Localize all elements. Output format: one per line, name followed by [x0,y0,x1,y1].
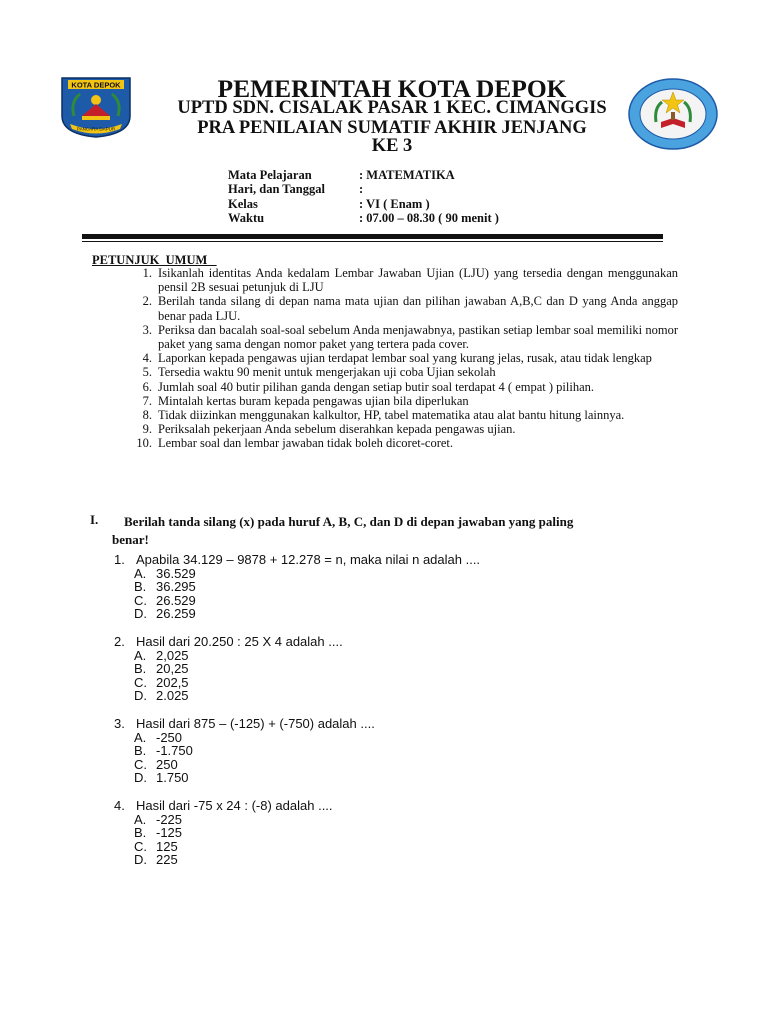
list-item [134,365,678,379]
svg-text:KOTA DEPOK: KOTA DEPOK [71,80,121,90]
option-text: 202,5 [156,674,189,690]
list-item [134,380,678,394]
list-text: Periksalah pekerjaan Anda sebelum diserahkan kepada pengawas ujian. [158,422,516,437]
option-b[interactable] [134,826,674,840]
list-item [134,408,678,422]
list-text: Mintalah kertas buram kepada pengawas ujian bila diperlukan [158,393,469,408]
question-number: 3. [114,715,125,731]
option-letter: B. [134,825,147,841]
info-value: : 07.00 – 08.30 ( 90 menit ) [359,210,499,225]
exam-info [228,168,499,225]
instructions-title: PETUNJUK UMUM [92,253,217,267]
option-a[interactable] [134,731,674,745]
option-a[interactable] [134,813,674,827]
list-item [134,266,678,294]
section-number: I. [90,512,99,527]
option-text: -225 [156,811,183,827]
list-number: 3. [142,322,152,337]
option-letter: A. [134,565,147,581]
option-b[interactable] [134,662,674,676]
list-number: 5. [142,365,152,380]
option-letter: C. [134,756,147,772]
question-3 [114,717,674,785]
list-text: Jumlah soal 40 butir pilihan ganda dengan setiap butir soal terdapat 4 ( empat ) pilihan. [158,379,594,394]
option-text: 26.529 [156,592,196,608]
question-1 [114,553,674,621]
list-item [134,294,678,322]
list-number: 8. [142,408,152,423]
header-title: PEMERINTAH KOTA DEPOK [217,74,567,103]
option-text: 125 [156,838,178,854]
question-list [114,553,674,881]
question-text: Apabila 34.129 – 9878 + 12.278 = n, maka nilai n adalah .... [136,552,481,567]
question-number: 1. [114,552,125,567]
info-label: Waktu [228,210,265,225]
instructions-list [134,266,678,451]
option-c[interactable] [134,840,674,854]
info-label: Hari, dan Tanggal [228,182,325,197]
list-text: Berilah tanda silang di depan nama mata ujian dan pilihan jawaban A,B,C dan D yang Anda anggap benar pada LJU. [158,294,678,323]
info-row-date [228,182,499,196]
info-row-time [228,211,499,225]
option-letter: D. [134,688,147,704]
option-text: 2,025 [156,647,189,663]
option-b[interactable] [134,744,674,758]
option-text: 20,25 [156,661,189,677]
option-c[interactable] [134,594,674,608]
question-text: Hasil dari 20.250 : 25 X 4 adalah .... [136,633,343,649]
question-text: Hasil dari 875 – (-125) + (-750) adalah .... [136,715,375,731]
list-text: Lembar soal dan lembar jawaban tidak boleh dicoret-coret. [158,436,454,451]
list-text: Periksa dan bacalah soal-soal sebelum Anda menjawabnya, pastikan setiap lembar soal memiliki nomor paket yang sama dengan nomor paket yang tertera pada cover. [158,322,678,352]
question-2 [114,635,674,703]
list-number: 2. [142,294,152,309]
option-text: 1.750 [156,770,189,786]
list-text: Tersedia waktu 90 menit untuk mengerjakan uji coba Ujian sekolah [158,365,496,380]
option-c[interactable] [134,758,674,772]
info-row-class [228,197,499,211]
option-text: -1.750 [156,743,193,759]
info-label: Kelas [228,196,258,211]
list-number: 4. [142,351,152,366]
option-text: -250 [156,729,183,745]
option-a[interactable] [134,649,674,663]
option-letter: D. [134,606,147,622]
option-text: 26.259 [156,606,196,622]
list-number: 10. [136,436,152,451]
option-letter: B. [134,661,147,677]
list-item [134,323,678,351]
list-text: Laporkan kepada pengawas ujian terdapat lembar soal yang kurang jelas, rusak, atau tidak lengkap [158,351,652,366]
info-value: : VI ( Enam ) [359,196,430,211]
divider-thick [82,234,663,239]
option-text: 2.025 [156,688,189,704]
option-letter: B. [134,743,147,759]
option-text: -125 [156,825,183,841]
question-number: 4. [114,797,125,813]
list-number: 7. [142,393,152,408]
option-text: 36.529 [156,565,196,581]
header-round: KE 3 [371,136,413,156]
option-letter: C. [134,838,147,854]
list-number: 6. [142,379,152,394]
list-text: Tidak diizinkan menggunakan kalkultor, HP, tabel matematika atau alat bantu hitung lainnya. [158,408,625,423]
option-letter: D. [134,852,147,868]
divider-thin [82,241,663,242]
list-text: Isikanlah identitas Anda kedalam Lembar Jawaban Ujian (LJU) yang tersedia dengan menggunakan pensil 2B sesuai petunjuk di LJU [158,266,678,295]
info-label: Mata Pelajaran [228,168,312,182]
option-d[interactable] [134,689,674,703]
option-letter: A. [134,729,147,745]
option-letter: C. [134,592,147,608]
info-value: : MATEMATIKA [359,168,455,182]
option-d[interactable] [134,771,674,785]
option-d[interactable] [134,853,674,867]
option-letter: A. [134,811,147,827]
option-text: 225 [156,852,178,868]
svg-text:PANCARA DAPUR: PANCARA DAPUR [76,126,116,132]
option-letter: B. [134,579,147,595]
question-4 [114,799,674,867]
section-instruction-cont: benar! [112,532,149,547]
option-letter: D. [134,770,147,786]
list-item [134,422,678,436]
header-school: UPTD SDN. CISALAK PASAR 1 KEC. CIMANGGIS [177,98,607,118]
list-number: 1. [142,266,152,280]
question-number: 2. [114,633,125,649]
list-item [134,351,678,365]
option-letter: C. [134,674,147,690]
list-number: 9. [142,422,152,437]
question-text: Hasil dari -75 x 24 : (-8) adalah .... [136,797,333,813]
info-value: : [359,182,364,197]
section-instruction: Berilah tanda silang (x) pada huruf A, B, C, dan D di depan jawaban yang paling [124,514,574,529]
list-item [134,436,678,450]
option-a[interactable] [134,567,674,581]
list-item [134,394,678,408]
option-letter: A. [134,647,147,663]
option-text: 250 [156,756,178,772]
info-row-subject [228,168,499,182]
header-exam: PRA PENILAIAN SUMATIF AKHIR JENJANG [197,118,587,138]
option-c[interactable] [134,676,674,690]
option-d[interactable] [134,607,674,621]
option-b[interactable] [134,580,674,594]
option-text: 36.295 [156,579,196,595]
